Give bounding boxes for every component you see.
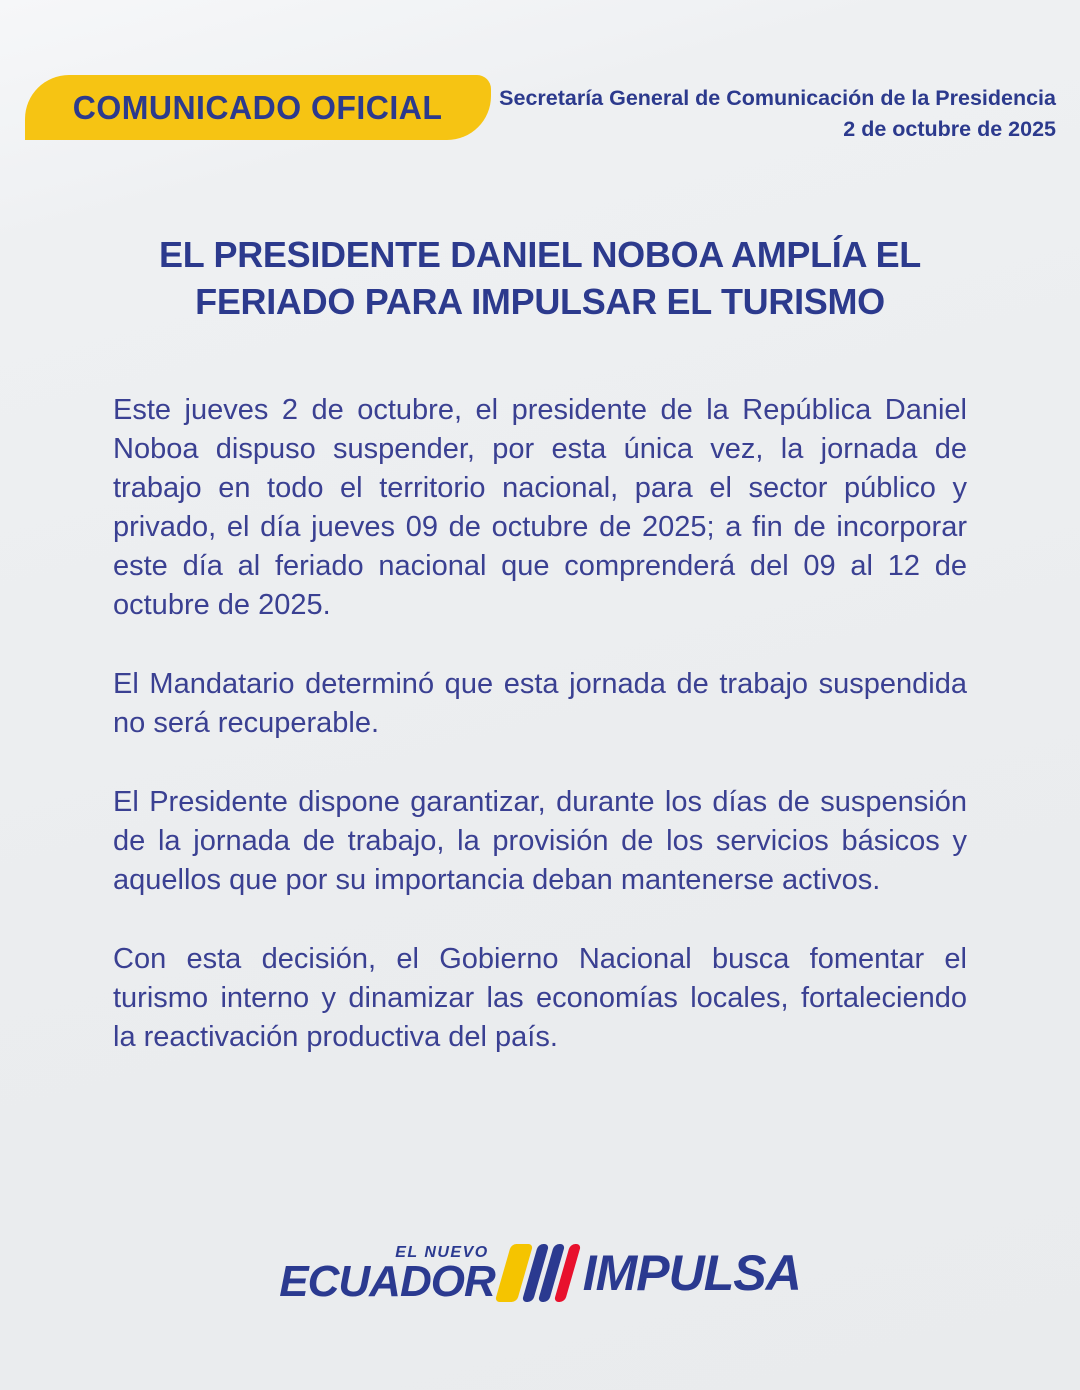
ecuador-label: ECUADOR	[279, 1257, 495, 1306]
paragraph: El Mandatario determinó que esta jornada de trabajo suspendida no será recuperable.	[113, 668, 967, 739]
page-title-line1: EL PRESIDENTE DANIEL NOBOA AMPLÍA EL	[159, 234, 921, 275]
ecuador-wordmark	[279, 1244, 495, 1306]
secretariat-line: Secretaría General de Comunicación de la Presidencia	[499, 86, 1056, 110]
communique-header	[0, 0, 1080, 145]
communique-body	[113, 391, 967, 1057]
paragraph: Con esta decisión, el Gobierno Nacional busca fomentar el turismo interno y dinamizar las economías locales, fortaleciendo la reactivación productiva del país.	[113, 943, 967, 1053]
page-title-line2: FERIADO PARA IMPULSAR EL TURISMO	[195, 281, 885, 322]
date-line: 2 de octubre de 2025	[843, 117, 1056, 141]
page-title	[0, 231, 1080, 325]
paragraph: El Presidente dispone garantizar, durante los días de suspensión de la jornada de trabajo, la provisión de los servicios básicos y aquellos que por su importancia deban mantenerse activos.	[113, 786, 967, 896]
impulsa-label: IMPULSA	[582, 1245, 801, 1301]
header-meta	[499, 83, 1080, 145]
el-nuevo-ecuador-impulsa-logo	[279, 1244, 801, 1306]
official-communique-banner	[25, 75, 491, 140]
el-nuevo-label: EL NUEVO	[395, 1244, 489, 1261]
flag-stripes-icon	[494, 1244, 581, 1302]
communique-footer	[0, 1244, 1080, 1306]
banner-label: COMUNICADO OFICIAL	[73, 88, 443, 126]
paragraph: Este jueves 2 de octubre, el presidente de la República Daniel Noboa dispuso suspender, por esta única vez, la jornada de trabajo en todo el territorio nacional, para el sector público y privado, el día jueves 09 de octubre de 2025; a fin de incorporar este día al feriado nacional que comprenderá del 09 al 12 de octubre de 2025.	[113, 394, 967, 621]
